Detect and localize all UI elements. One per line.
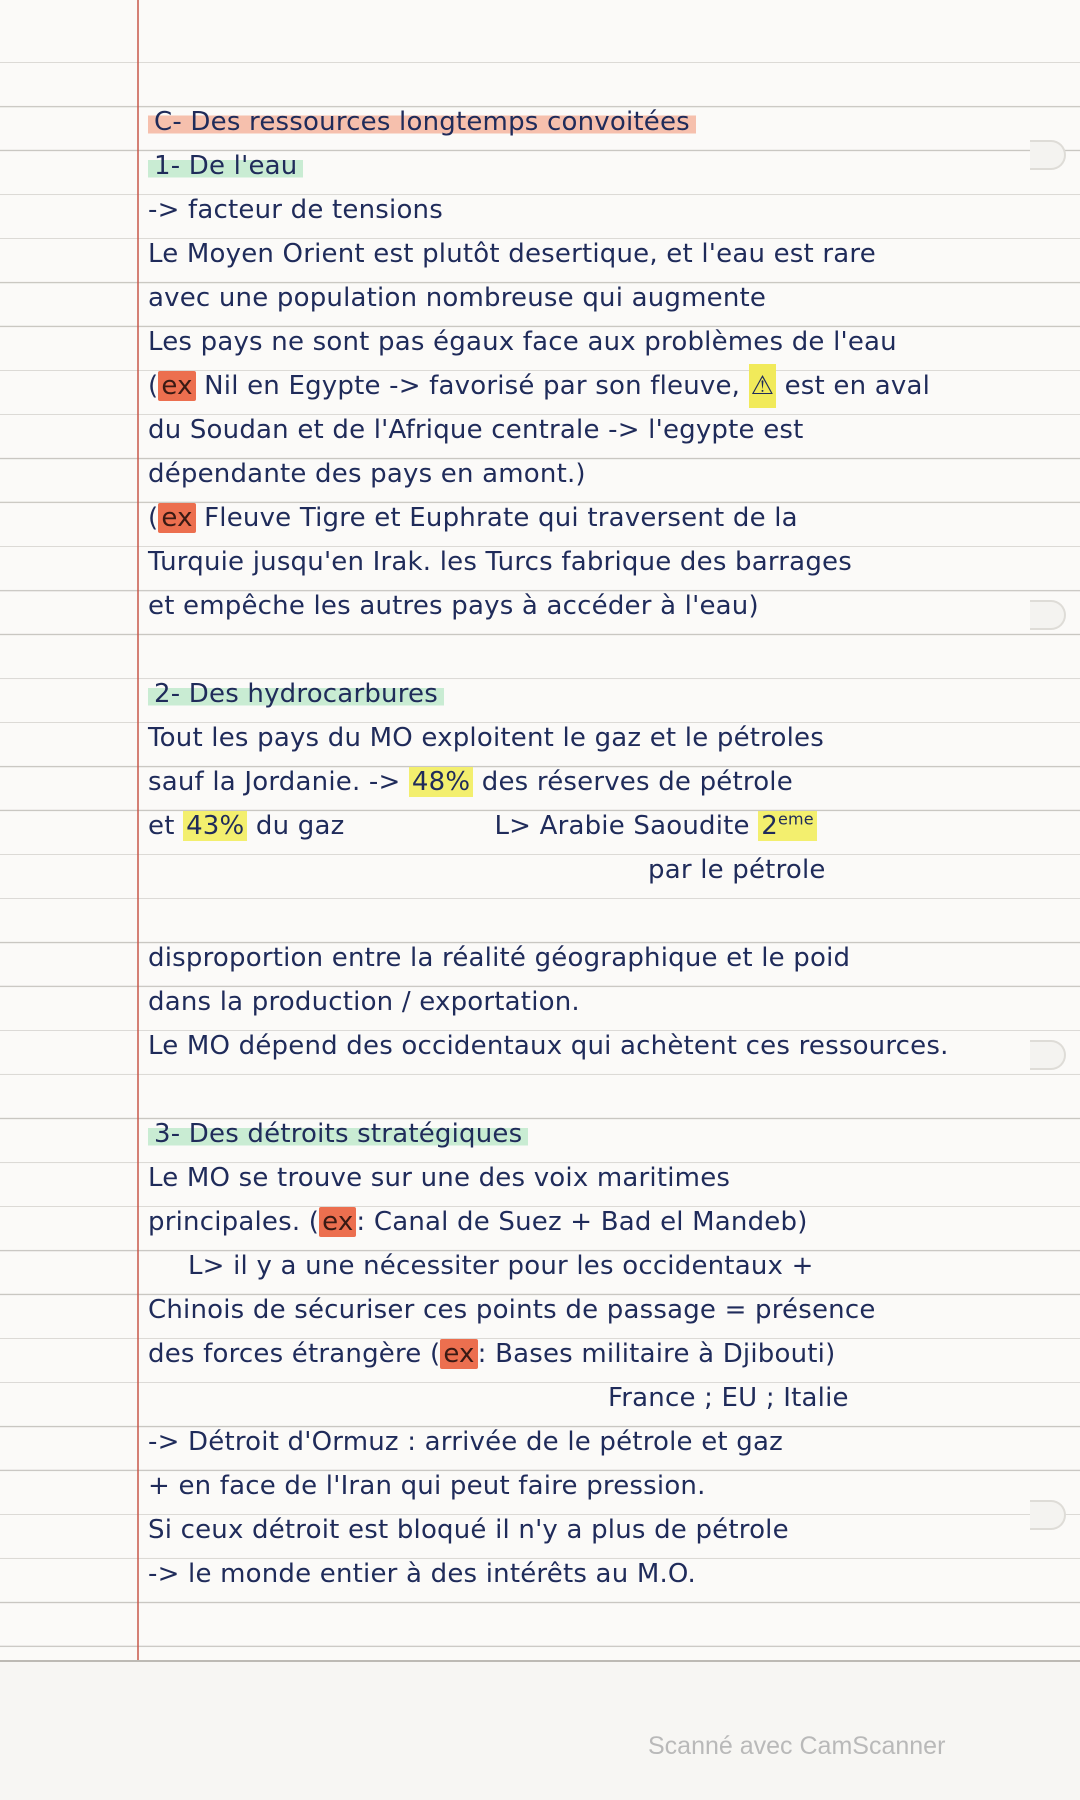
text-line: Le MO dépend des occidentaux qui achètent ces ressources. — [148, 1031, 949, 1061]
highlight-43-percent: 43% — [183, 811, 247, 841]
section-heading: C- Des ressources longtemps convoitées — [148, 107, 696, 137]
text-line: France ; EU ; Italie — [608, 1383, 849, 1413]
text-line — [148, 760, 1068, 804]
text-fragment: Nil en Egypte -> favorisé par son fleuve, — [204, 371, 741, 401]
text-fragment: : Canal de Suez + Bad el Mandeb) — [356, 1207, 808, 1237]
text-line: Le Moyen Orient est plutôt desertique, et l'eau est rare — [148, 239, 876, 269]
subheading-water: 1- De l'eau — [148, 151, 303, 181]
rank-number: 2 — [761, 811, 778, 841]
blank-line — [148, 892, 1068, 936]
text-fragment: : Bases militaire à Djibouti) — [477, 1339, 836, 1369]
ex-label: ex — [158, 503, 195, 533]
text-line — [148, 1200, 1068, 1244]
warning-icon: ⚠ — [749, 364, 777, 408]
rank-suffix: eme — [777, 809, 814, 829]
text-line: -> le monde entier à des intérêts au M.O. — [148, 1559, 697, 1589]
text-line: avec une population nombreuse qui augmente — [148, 283, 767, 313]
subheading-straits: 3- Des détroits stratégiques — [148, 1119, 528, 1149]
text-line: dépendante des pays en amont.) — [148, 459, 586, 489]
text-line: ( ex Fleuve Tigre et Euphrate qui traversent de la — [148, 503, 798, 533]
subheading-line — [148, 144, 1068, 188]
text-fragment: du gaz — [255, 811, 345, 841]
page-bottom-edge — [0, 1660, 1080, 1662]
ex-label: ex — [158, 371, 195, 401]
text-line: ( ex Nil en Egypte -> favorisé par son fleuve, ⚠ est en aval — [148, 364, 1068, 408]
text-line: Les pays ne sont pas égaux face aux problèmes de l'eau — [148, 327, 897, 357]
highlight-48-percent: 48% — [409, 767, 473, 797]
ex-label: ex — [440, 1339, 477, 1369]
text-fragment: L> Arabie Saoudite — [494, 811, 750, 841]
text-line: par le pétrole — [648, 855, 826, 885]
margin-line — [137, 0, 139, 1662]
blank-line — [148, 628, 1068, 672]
text-line: Tout les pays du MO exploitent le gaz et le pétroles — [148, 723, 824, 753]
text-fragment: Fleuve Tigre et Euphrate qui traversent de la — [204, 503, 798, 533]
text-line: L> il y a une nécessiter pour les occidentaux + — [188, 1251, 814, 1281]
text-fragment: principales. ( — [148, 1207, 320, 1237]
text-fragment: sauf la Jordanie. -> — [148, 767, 401, 797]
text-fragment: des réserves de pétrole — [481, 767, 793, 797]
text-line: + en face de l'Iran qui peut faire pression. — [148, 1471, 706, 1501]
text-line: Chinois de sécuriser ces points de passage = présence — [148, 1295, 876, 1325]
text-line: disproportion entre la réalité géographique et le poid — [148, 943, 851, 973]
subheading-line — [148, 1112, 1068, 1156]
text-fragment: des forces étrangère ( — [148, 1339, 441, 1369]
text-line: Si ceux détroit est bloqué il n'y a plus de pétrole — [148, 1515, 789, 1545]
subheading-hydrocarbons: 2- Des hydrocarbures — [148, 679, 444, 709]
text-line: du Soudan et de l'Afrique centrale -> l'egypte est — [148, 415, 804, 445]
highlight-rank — [758, 811, 817, 841]
scanner-watermark: Scanné avec CamScanner — [648, 1732, 946, 1760]
text-line: Le MO se trouve sur une des voix maritimes — [148, 1163, 731, 1193]
text-line: Turquie jusqu'en Irak. les Turcs fabrique des barrages — [148, 547, 852, 577]
text-line: et empêche les autres pays à accéder à l'eau) — [148, 591, 759, 621]
text-line — [148, 1332, 1068, 1376]
text-line — [148, 804, 1068, 848]
section-heading-line — [148, 100, 1068, 144]
blank-line — [148, 1068, 1068, 1112]
note-content — [148, 100, 1068, 1596]
text-line: dans la production / exportation. — [148, 987, 580, 1017]
text-line: -> Détroit d'Ormuz : arrivée de le pétrole et gaz — [148, 1427, 783, 1457]
text-fragment: et — [148, 811, 175, 841]
text-line: -> facteur de tensions — [148, 195, 443, 225]
subheading-line — [148, 672, 1068, 716]
text-fragment: est en aval — [784, 371, 931, 401]
ex-label: ex — [319, 1207, 356, 1237]
